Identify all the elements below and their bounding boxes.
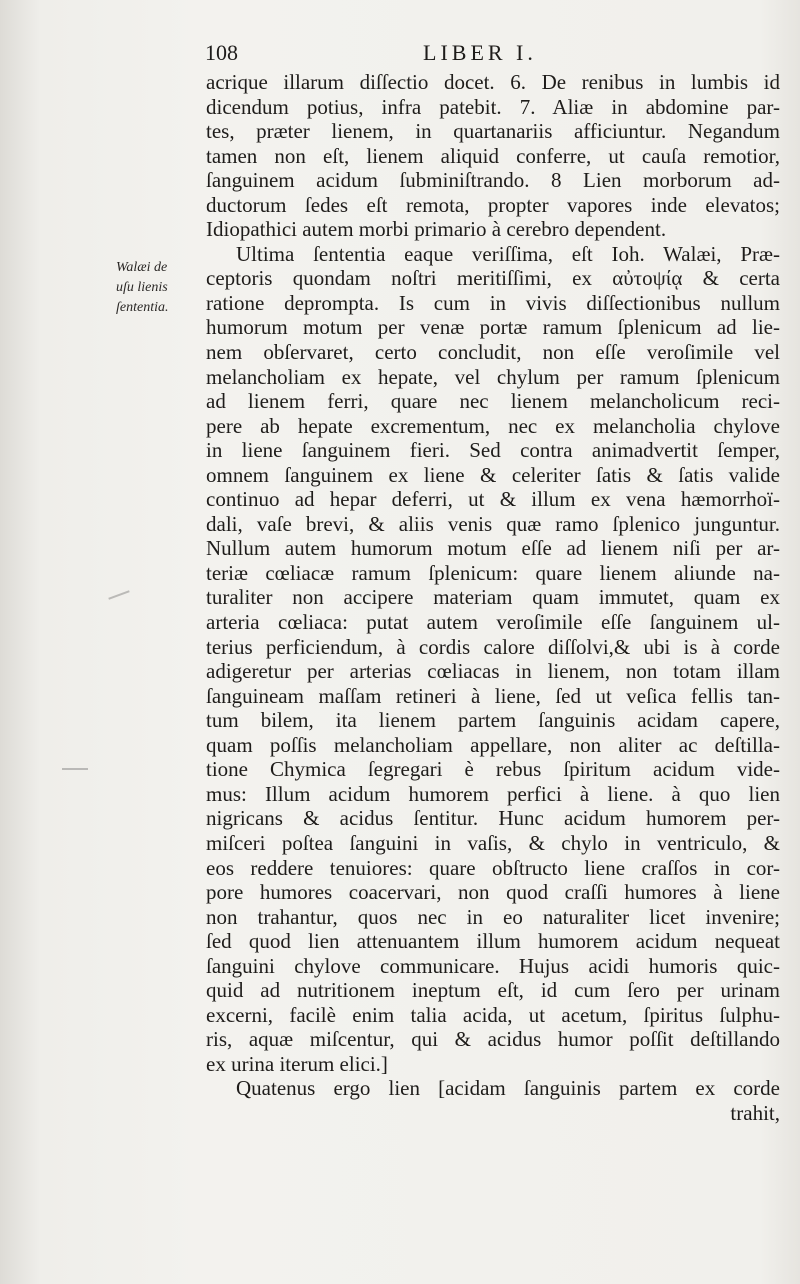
text-line: tamen non eſt, lienem aliquid conferre, ut cauſa remotior, xyxy=(206,143,780,168)
text-line: miſceri poſtea ſanguini in vaſis, & chylo in ventriculo, & xyxy=(206,830,780,855)
text-line: acrique illarum diſſectio docet. 6. De renibus in lumbis id xyxy=(206,70,780,94)
ink-smudge xyxy=(62,768,88,770)
text-line: ad lienem ferri, quare nec lienem melancholicum reci- xyxy=(206,389,780,414)
text-line: tum bilem, ita lienem partem ſanguinis acidam capere, xyxy=(206,708,780,733)
text-line: eos reddere tenuiores: quare obſtructo liene craſſos in cor- xyxy=(206,855,780,880)
text-line: humorum motum per venæ portæ ramum ſplenicum ad lie- xyxy=(206,315,780,340)
text-line: non trahantur, quos nec in eo naturaliter licet invenire; xyxy=(206,904,780,929)
text-line: nem obſervaret, certo concludit, non eſſe veroſimile vel xyxy=(206,340,780,365)
text-line: omnem ſanguinem ex liene & celeriter ſatis & ſatis valide xyxy=(206,462,780,487)
text-line: pore humores coacervari, non quod craſſi humores à liene xyxy=(206,880,780,905)
text-line: ex urina iterum elici.] xyxy=(206,1051,388,1076)
text-line: adigeretur per arterias cœliacas in lienem, non totam illam xyxy=(206,659,780,684)
text-line: mus: Illum acidum humorem perfici à liene. à quo lien xyxy=(206,781,780,806)
text-line: ſanguini chylove communicare. Hujus acidi humoris quic- xyxy=(206,953,780,978)
text-line: nigricans & acidus ſentitur. Hunc acidum humorem per- xyxy=(206,806,780,831)
text-line: pere ab hepate excrementum, nec ex melancholia chylove xyxy=(206,413,780,438)
text-line: tione Chymica ſegregari è rebus ſpiritum acidum vide- xyxy=(206,757,780,782)
text-line: excerni, facilè enim talia acida, ut acetum, ſpiritus ſulphu- xyxy=(206,1002,780,1027)
text-line: tes, præter lienem, in quartanariis afficiuntur. Negandum xyxy=(206,119,780,144)
running-head: LIBER I. xyxy=(423,40,537,65)
text-line: ſanguineam maſſam retineri à liene, ſed ut veſica fellis tan- xyxy=(206,683,780,708)
text-line: quid ad nutritionem ineptum eſt, id cum ſero per urinam xyxy=(206,978,780,1003)
margin-note xyxy=(116,258,206,318)
text-line: melancholiam ex hepate, vel chylum per ramum ſplenicum xyxy=(206,364,780,389)
text-line: Ultima ſententia eaque veriſſima, eſt Ioh. Walæi, Præ- xyxy=(236,241,780,266)
body-text xyxy=(206,70,780,1126)
text-line: ductorum ſedes eſt remota, propter vapores inde elevatos; xyxy=(206,192,780,217)
catchword: trahit, xyxy=(730,1100,780,1125)
text-line: in liene ſanguinem fieri. Sed contra animadvertit ſemper, xyxy=(206,438,780,463)
text-line: quam poſſis melancholiam appellare, non aliter ac deſtilla- xyxy=(206,732,780,757)
text-line: Nullum autem humorum motum eſſe ad lienem niſi per ar- xyxy=(206,536,780,561)
text-line: turaliter non accipere materiam quam immutet, quam ex xyxy=(206,585,780,610)
margin-note-line: ſententia. xyxy=(116,300,169,315)
page-number: 108 xyxy=(205,40,238,65)
text-line: dicendum potius, infra patebit. 7. Aliæ in abdomine par- xyxy=(206,94,780,119)
text-line: Idiopathici autem morbi primario à cerebro dependent. xyxy=(206,217,667,242)
text-line: ſanguinem acidum ſubminiſtrando. 8 Lien morborum ad- xyxy=(206,168,780,193)
text-line: terius perficiendum, à cordis calore diſſolvi,& ubi is à corde xyxy=(206,634,780,659)
text-line: Quatenus ergo lien [acidam ſanguinis partem ex corde xyxy=(236,1076,780,1101)
text-line: ratione deprompta. Is cum in vivis diſſectionibus nullum xyxy=(206,290,780,315)
margin-note-line: Walæi de xyxy=(116,260,168,275)
text-line: teriæ cœliacæ ramum ſplenicum: quare lienem aliunde na- xyxy=(206,560,780,585)
ink-smudge xyxy=(108,590,129,599)
text-line: continuo ad hepar deferri, ut & illum ex vena hæmorrhoï- xyxy=(206,487,780,512)
margin-note-line: uſu lienis xyxy=(116,280,168,295)
text-line: ris, aquæ miſcentur, qui & acidus humor poſſit deſtillando xyxy=(206,1027,780,1052)
text-line: arteria cœliaca: putat autem veroſimile eſſe ſanguinem ul- xyxy=(206,610,780,635)
text-line: dali, vaſe brevi, & aliis venis quæ ramo ſplenico junguntur. xyxy=(206,511,780,536)
text-line: ſed quod lien attenuantem illum humorem acidum nequeat xyxy=(206,929,780,954)
text-line: ceptoris quondam noſtri meritiſſimi, ex αὐτοψίᾳ & certa xyxy=(206,266,780,291)
page-header xyxy=(205,40,775,70)
